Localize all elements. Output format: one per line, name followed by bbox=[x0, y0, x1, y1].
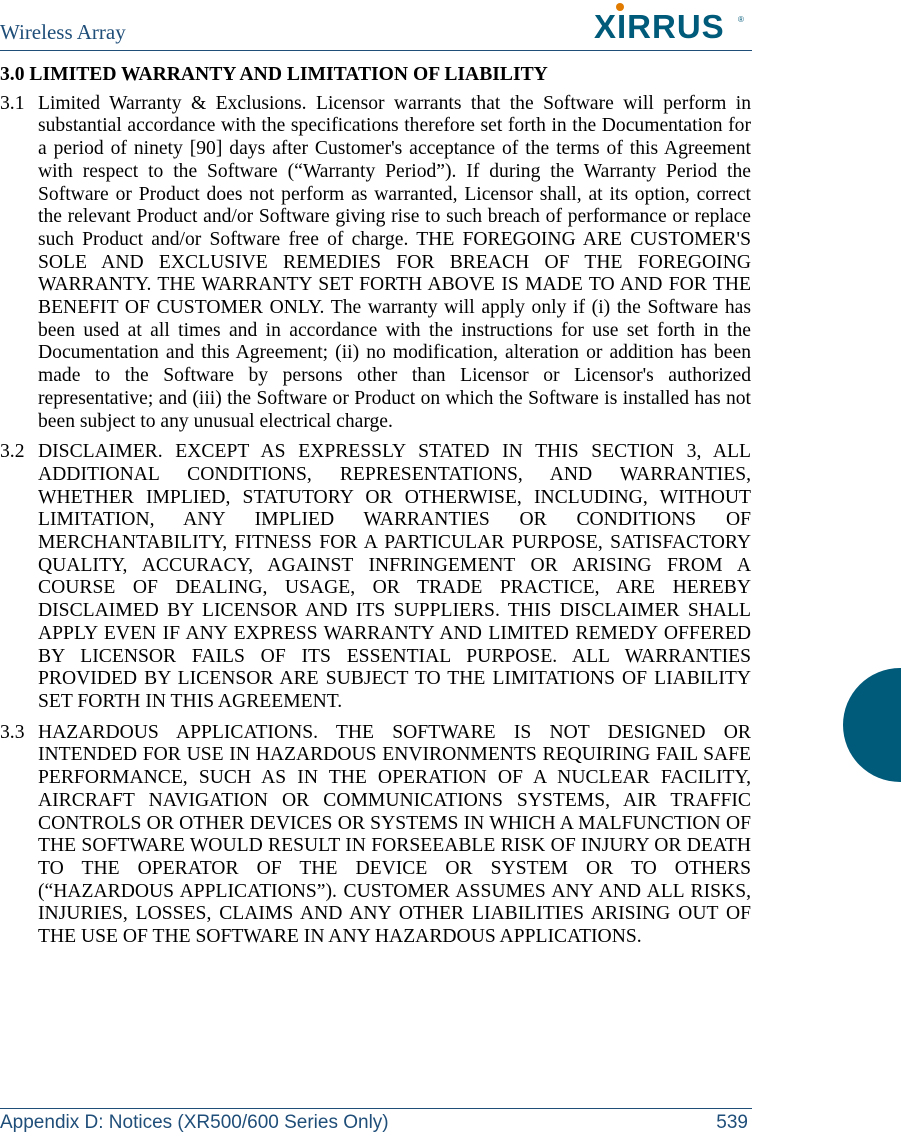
footer-chapter-title: Appendix D: Notices (XR500/600 Series Only) bbox=[0, 1112, 389, 1133]
paragraph-number: 3.3 bbox=[0, 721, 25, 743]
page-number: 539 bbox=[716, 1112, 748, 1133]
header-title: Wireless Array bbox=[0, 20, 126, 44]
document-body bbox=[0, 64, 751, 957]
paragraph-3-2 bbox=[0, 441, 751, 713]
paragraph-text: DISCLAIMER. EXCEPT AS EXPRESSLY STATED IN THIS SECTION 3, ALL ADDITIONAL CONDITIONS, REPRESENTATIONS, AND WARRANTIES, WHETHER IMPLIED, STATUTORY OR OTHERWISE, INCLUDING, WITHOUT LIMITATION, ANY IMPLIED WARRANTIES OR CONDITIONS OF MERCHANTABILITY, FITNESS FOR A PARTICULAR PURPOSE, SATISFACTORY QUALITY, ACCURACY, AGAINST INFRINGEMENT OR ARISING FROM A COURSE OF DEALING, USAGE, OR TRADE PRACTICE, ARE HEREBY DISCLAIMED BY LICENSOR AND ITS SUPPLIERS. THIS DISCLAIMER SHALL APPLY EVEN IF ANY EXPRESS WARRANTY AND LIMITED REMEDY OFFERED BY LICENSOR FAILS OF ITS ESSENTIAL PURPOSE. ALL WARRANTIES PROVIDED BY LICENSOR ARE SUBJECT TO THE LIMITATIONS OF LIABILITY SET FORTH IN THIS AGREEMENT. bbox=[38, 441, 751, 712]
xirrus-logo bbox=[592, 2, 748, 42]
paragraph-3-3 bbox=[0, 722, 751, 949]
page-header bbox=[0, 0, 752, 51]
paragraph-number: 3.1 bbox=[0, 92, 25, 114]
page-footer bbox=[0, 1108, 752, 1138]
paragraph-number: 3.2 bbox=[0, 441, 25, 463]
svg-text:®: ® bbox=[738, 15, 744, 24]
logo-text: XIRRUS bbox=[594, 8, 725, 42]
paragraph-text: HAZARDOUS APPLICATIONS. THE SOFTWARE IS NOT DESIGNED OR INTENDED FOR USE IN HAZARDOUS ENVIRONMENTS REQUIRING FAIL SAFE PERFORMANCE, SUCH AS IN THE OPERATION OF A NUCLEAR FACILITY, AIRCRAFT NAVIGATION OR COMMUNICATIONS SYSTEMS, AIR TRAFFIC CONTROLS OR OTHER DEVICES OR SYSTEMS IN WHICH A MALFUNCTION OF THE SOFTWARE WOULD RESULT IN FORSEEABLE RISK OF INJURY OR DEATH TO THE OPERATOR OF THE DEVICE OR SYSTEM OR TO OTHERS (“HAZARDOUS APPLICATIONS”). CUSTOMER ASSUMES ANY AND ALL RISKS, INJURIES, LOSSES, CLAIMS AND ANY OTHER LIABILITIES ARISING OUT OF THE USE OF THE SOFTWARE IN ANY HAZARDOUS APPLICATIONS. bbox=[38, 721, 751, 948]
paragraph-3-1 bbox=[0, 93, 751, 434]
section-heading: 3.0 LIMITED WARRANTY AND LIMITATION OF LIABILITY bbox=[0, 64, 548, 85]
paragraph-text: Limited Warranty & Exclusions. Licensor warrants that the Software will perform in substantial accordance with the specifications therefore set forth in the Documentation for a period of ninety [90] days after Customer's acceptance of the terms of this Agreement with respect to the Software (“Warranty Period”). If during the Warranty Period the Software or Product does not perform as warranted, Licensor shall, at its option, correct the relevant Product and/or Software giving rise to such breach of performance or replace such Product and/or Software free of charge. THE FOREGOING ARE CUSTOMER'S SOLE AND EXCLUSIVE REMEDIES FOR BREACH OF THE FOREGOING WARRANTY. THE WARRANTY SET FORTH ABOVE IS MADE TO AND FOR THE BENEFIT OF CUSTOMER ONLY. The warranty will apply only if (i) the Software has been used at all times and in accordance with the instructions for use set forth in the Documentation and this Agreement; (ii) no modification, alteration or addition has been made to the Software by persons other than Licensor or Licensor's authorized representative; and (iii) the Software or Product on which the Software is installed has not been subject to any unusual electrical charge. bbox=[38, 92, 751, 432]
chapter-tab bbox=[843, 668, 901, 782]
